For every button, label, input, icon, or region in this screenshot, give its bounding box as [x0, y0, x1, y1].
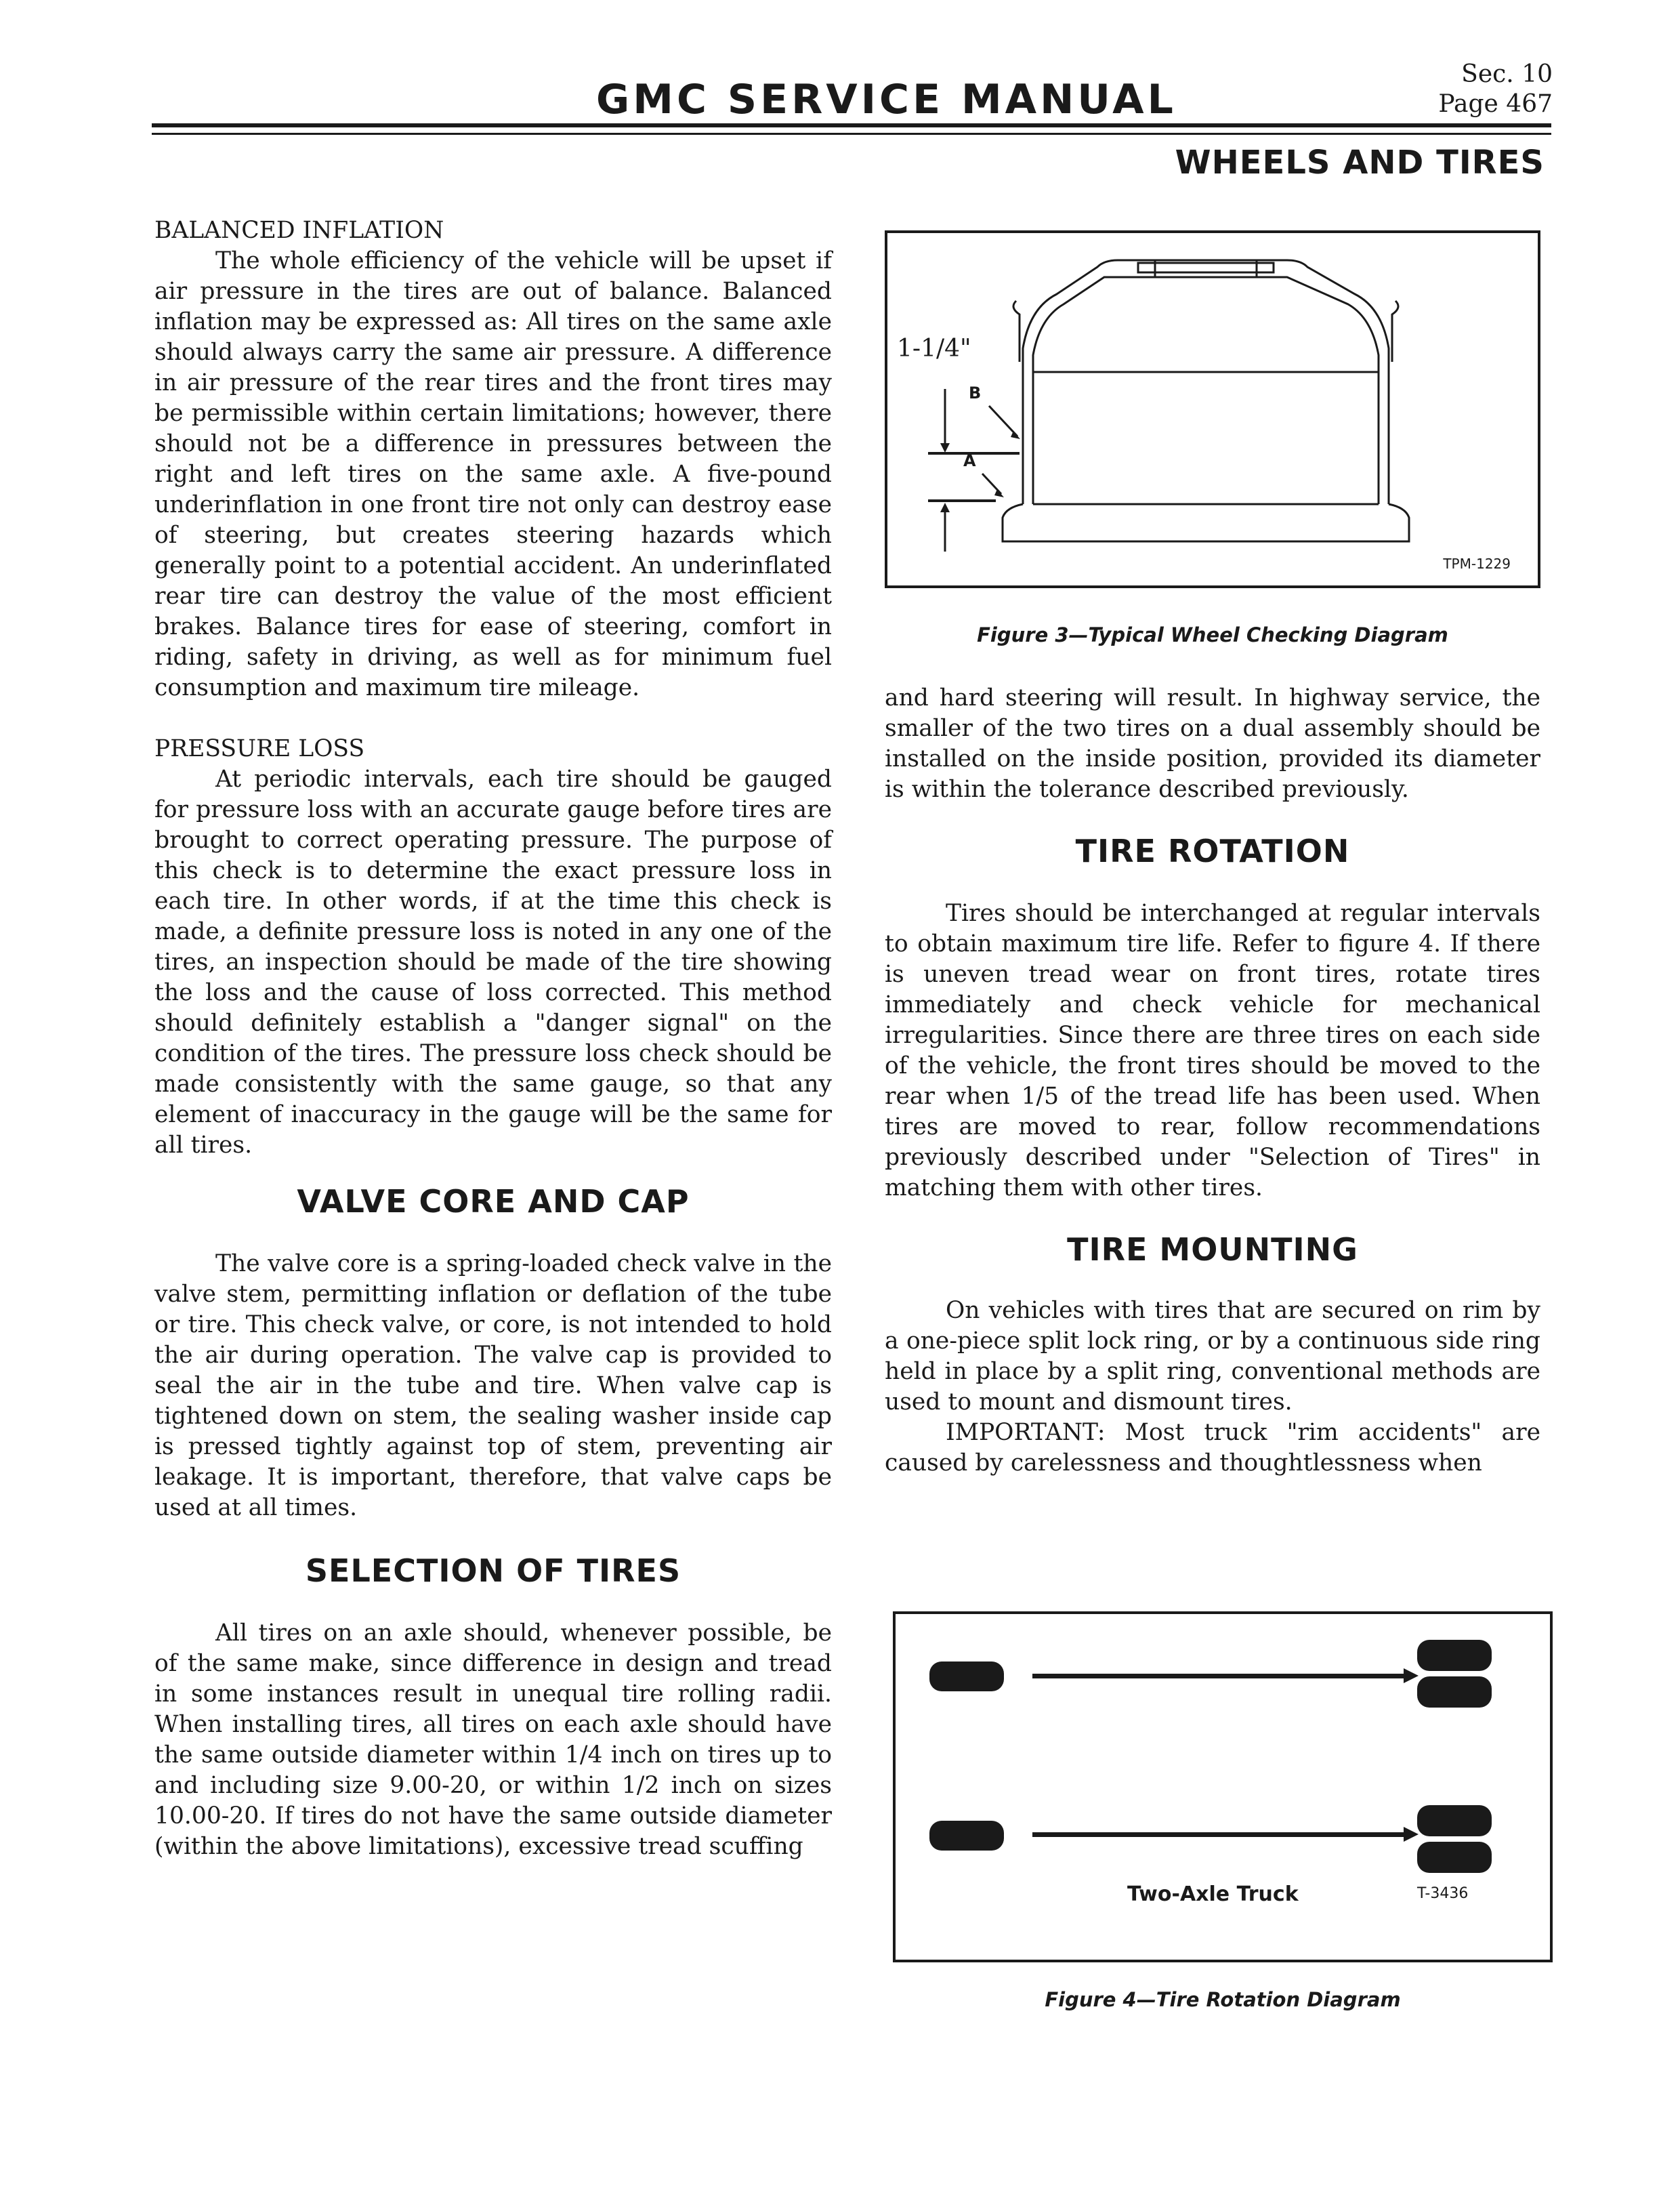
tire-mounting-heading: TIRE MOUNTING: [1067, 1231, 1358, 1268]
tire-mounting-body-2: IMPORTANT: Most truck "rim accidents" are caused by carelessness and thoughtlessness when: [885, 1419, 1540, 1477]
page-number: Page 467: [1438, 90, 1553, 118]
header-rule-thick: [152, 123, 1551, 127]
tire-rotation-heading: TIRE ROTATION: [1075, 833, 1350, 869]
wheel-cross-section-icon: [887, 233, 1538, 585]
section-title: WHEELS AND TIRES: [1175, 144, 1545, 182]
point-b-label: B: [969, 384, 982, 402]
tire-rotation-body: Tires should be interchanged at regular intervals to obtain maximum tire life. Refer to figure 4. If there is uneven tread wear on front tires, rotate tires immediately and check vehicle for mechanical irregularities. Since there are three tires on each side of the vehicle, the front tires should be moved to the rear when 1/5 of the tread life has been used. When tires are moved to rear, follow recommendations previously described under "Selection of Tires" in matching them with other tires.: [885, 900, 1540, 1201]
valve-core-body: The valve core is a spring-loaded check valve in the valve stem, permitting inflation or deflation of the tube or tire. This check valve, or core, is not intended to hold the air during operation. The valve cap is provided to seal the air in the tube and tire. When valve cap is tightened down on stem, the sealing washer inside cap is pressed tightly against top of stem, preventing air leakage. It is important, therefore, that valve caps be used at all times.: [154, 1250, 832, 1521]
pressure-loss-body: At periodic intervals, each tire should be gauged for pressure loss with an accurate gauge before tires are brought to correct operating pressure. The purpose of this check is to determine the exact pressure loss in each tire. In other words, if at the time this check is made, a definite pressure loss is noted in any one of the tires, an inspection should be made of the tire showing the loss and the cause of loss corrected. This method should definitely establish a "danger signal" on the condition of the tires. The pressure loss check should be made consistently with the same gauge, so that any element of inaccuracy in the gauge will be the same for all tires.: [154, 766, 832, 1159]
figure-4-code: T-3436: [1417, 1885, 1469, 1902]
right-column: [885, 683, 1540, 1479]
rotation-arrow-icon: [1032, 1832, 1405, 1837]
rear-dual-tire-inner-icon: [1417, 1676, 1492, 1708]
figure-4-rotation-diagram: [893, 1611, 1553, 1962]
balanced-inflation-heading: BALANCED INFLATION: [154, 217, 444, 244]
two-axle-truck-label: Two-Axle Truck: [1127, 1882, 1299, 1906]
continued-paragraph: and hard steering will result. In highway service, the smaller of the two tires on a dual assembly should be installed on the inside position, provided its diameter is within the tolerance described previously.: [885, 684, 1540, 803]
section-number: Sec. 10: [1461, 60, 1553, 88]
figure-4-caption: Figure 4—Tire Rotation Diagram: [1045, 1988, 1401, 2011]
rear-dual-tire-outer-icon: [1417, 1805, 1492, 1836]
rear-dual-tire-outer-icon: [1417, 1640, 1492, 1671]
manual-title: GMC SERVICE MANUAL: [596, 76, 1177, 123]
tire-mounting-body-1: On vehicles with tires that are secured on rim by a one-piece split lock ring, or by a continuous side ring held in place by a split ring, conventional methods are used to mount and dismount tires.: [885, 1297, 1540, 1416]
section-page-info: [1438, 60, 1553, 119]
front-tire-icon: [929, 1821, 1004, 1851]
arrow-head-icon: [1404, 1668, 1419, 1683]
arrow-head-icon: [1404, 1827, 1419, 1842]
valve-core-heading: VALVE CORE AND CAP: [297, 1183, 690, 1220]
front-tire-icon: [929, 1661, 1004, 1691]
rear-dual-tire-inner-icon: [1417, 1842, 1492, 1873]
figure-3-caption: Figure 3—Typical Wheel Checking Diagram: [977, 623, 1448, 646]
left-column: [154, 215, 832, 1862]
header-rule-thin: [152, 133, 1551, 135]
selection-body: All tires on an axle should, whenever possible, be of the same make, since difference in design and tread in some instances result in unequal tire rolling radii. When installing tires, all tires on each axle should have the same outside diameter within 1/4 inch on tires up to and including size 9.00-20, or within 1/2 inch on sizes 10.00-20. If tires do not have the same outside diameter (within the above limitations), excessive tread scuffing: [154, 1619, 832, 1860]
figure-3-wheel-diagram: [885, 230, 1540, 588]
selection-heading: SELECTION OF TIRES: [305, 1552, 681, 1589]
figure-3-code: TPM-1229: [1443, 556, 1511, 572]
balanced-inflation-body: The whole efficiency of the vehicle will be upset if air pressure in the tires are out of balance. Balanced inflation may be expressed as: All tires on the same axle should always carry the same air pressure. A difference in air pressure of the rear tires and the front tires may be permissible within certain limitations; however, there should not be a difference in pressures between the right and left tires on the same axle. A five-pound underinflation in one front tire not only can destroy ease of steering, but creates steering hazards which generally point to a potential accident. An underinflated rear tire can destroy the value of the most efficient brakes. Balance tires for ease of steering, comfort in riding, safety in driving, as well as for minimum fuel consumption and maximum tire mileage.: [154, 247, 832, 701]
pressure-loss-heading: PRESSURE LOSS: [154, 735, 365, 762]
point-a-label: A: [963, 451, 976, 470]
dimension-label: 1-1/4": [897, 335, 971, 363]
rotation-arrow-icon: [1032, 1674, 1405, 1678]
